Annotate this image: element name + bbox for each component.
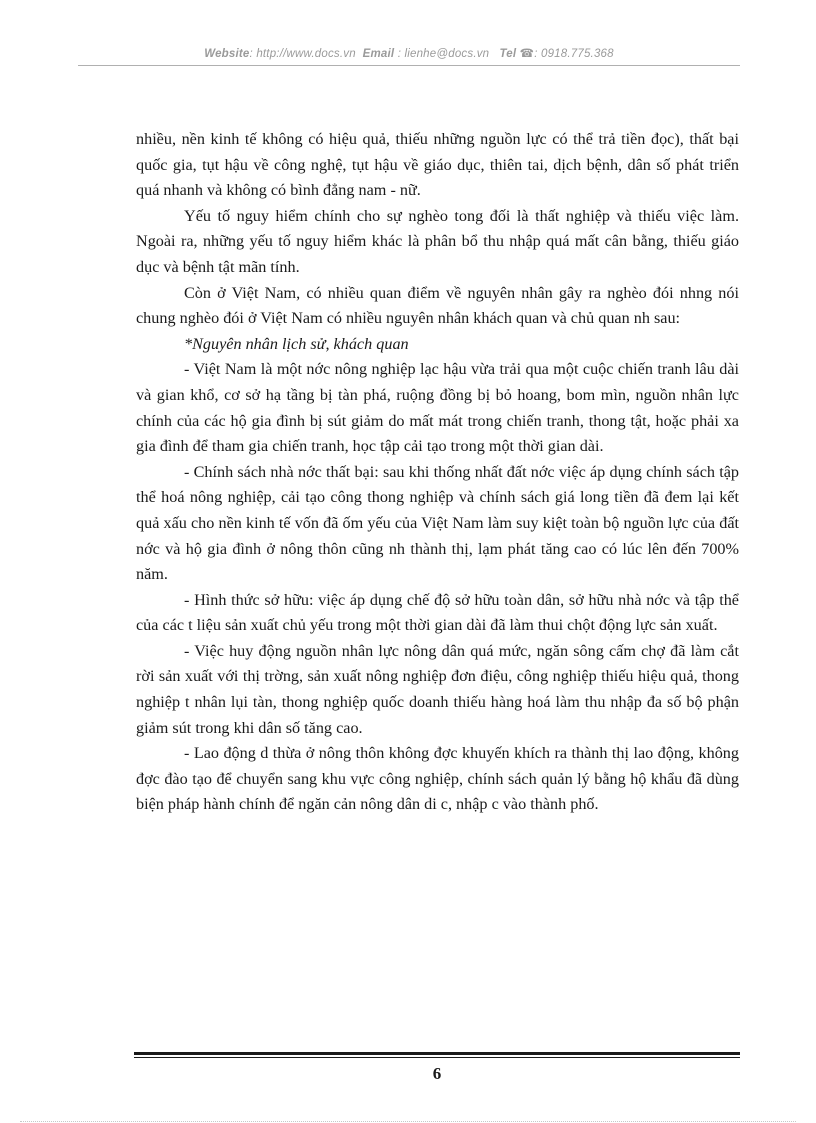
paragraph: - Chính sách nhà nớc thất bại: sau khi thống nhất đất nớc việc áp dụng chính sách tập thể hoá nông nghiệp, cải tạo công thong nghiệp và chính sách giá long tiền đã đem lại kết quả xấu cho nền kinh tế vốn đã ốm yếu của Việt Nam làm suy kiệt toàn bộ nguồn lực của đất nớc và hộ gia đình ở nông thôn cũng nh thành thị, lạm phát tăng cao có lúc lên đến 700% năm. [136, 462, 739, 584]
website-label: Website [204, 48, 250, 60]
paragraph-continuation: nhiều, nền kinh tế không có hiệu quả, thiếu những nguồn lực có thể trả tiền đọc), thất bại quốc gia, tụt hậu về công nghệ, tụt hậu về giáo dục, thiên tai, dịch bệnh, dân số phát triển quá nhanh và không có bình đẳng nam - nữ. [136, 130, 739, 200]
document-body [136, 127, 739, 818]
page-number: 6 [432, 1064, 442, 1083]
email-value: : lienhe@docs.vn [397, 48, 490, 60]
phone-icon: ☎ [519, 48, 535, 60]
section-subheading: *Nguyên nhân lịch sử, khách quan [184, 334, 409, 353]
footer-divider-thick [134, 1052, 740, 1055]
paragraph: - Lao động d thừa ở nông thôn không đợc khuyến khích ra thành thị lao động, không đợc đào tạo để chuyển sang khu vực công nghiệp, chính sách quản lý bằng hộ khẩu đã dùng biện pháp hành chính để ngăn cản nông dân di c, nhập c vào thành phố. [136, 744, 739, 814]
email-label: Email [362, 48, 395, 60]
tel-label: Tel [499, 48, 517, 60]
paragraph: - Việc huy động nguồn nhân lực nông dân quá mức, ngăn sông cấm chợ đã làm cắt rời sản xuất với thị trờng, sản xuất nông nghiệp đơn điệu, công nghiệp thiếu hiệu quả, thong nghiệp t nhân lụi tàn, thong nghiệp quốc doanh thiếu hàng hoá làm thu nhập đa số bộ phận giảm sút trong khi dân số tăng cao. [136, 641, 739, 737]
page-header [78, 46, 740, 60]
paragraph: - Việt Nam là một nớc nông nghiệp lạc hậu vừa trải qua một cuộc chiến tranh lâu dài và gian khổ, cơ sở hạ tầng bị tàn phá, ruộng đồng bị bỏ hoang, bom mìn, nguồn nhân lực chính của các hộ gia đình bị sút giảm do mất mát trong chiến tranh, thong tật, hoặc phải xa gia đình để tham gia chiến tranh, học tập cải tạo trong một thời gian dài. [136, 360, 739, 456]
header-divider [78, 65, 740, 66]
footer-divider-thin [134, 1057, 740, 1058]
website-value: : http://www.docs.vn [249, 48, 356, 60]
paragraph: - Hình thức sở hữu: việc áp dụng chế độ sở hữu toàn dân, sở hữu nhà nớc và tập thể của các t liệu sản xuất chủ yếu trong một thời gian dài đã làm thui chột động lực sản xuất. [136, 590, 739, 635]
paragraph: Yếu tố nguy hiểm chính cho sự nghèo tong đối là thất nghiệp và thiếu việc làm. Ngoài ra, những yếu tố nguy hiểm khác là phân bổ thu nhập quá mất cân bằng, thiếu giáo dục và bệnh tật mãn tính. [136, 206, 739, 276]
page-bottom-edge [20, 1121, 796, 1122]
paragraph: Còn ở Việt Nam, có nhiều quan điểm về nguyên nhân gây ra nghèo đói nhng nói chung nghèo đói ở Việt Nam có nhiều nguyên nhân khách quan và chủ quan nh sau: [136, 283, 739, 328]
tel-value: : 0918.775.368 [534, 48, 614, 60]
